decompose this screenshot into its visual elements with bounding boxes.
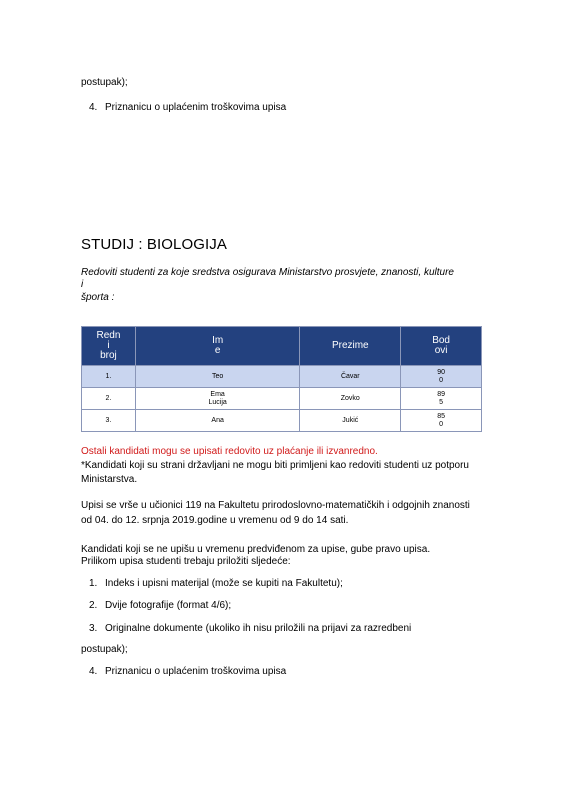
subtitle-line-2: i — [81, 279, 84, 290]
table-row — [82, 388, 482, 410]
header-points: Bod ovi — [401, 327, 482, 366]
header-surname: Prezime — [300, 327, 401, 366]
table-row — [82, 410, 482, 432]
list-item-3 — [89, 622, 411, 635]
cell-points: 85 0 — [401, 410, 482, 432]
top-fragment: postupak); — [81, 77, 128, 88]
bottom-item4-number: 4. — [89, 666, 98, 677]
red-note: Ostali kandidati mogu se upisati redovito uz plaćanje ili izvanredno. — [81, 446, 378, 457]
list-item-number: 1. — [89, 578, 98, 589]
header-name: Im e — [135, 327, 300, 366]
top-item4-text: Priznanicu o uplaćenim troškovima upisa — [105, 102, 287, 113]
subtitle-line-1: Redoviti studenti za koje sredstva osigurava Ministarstvo prosvjete, znanosti, kulture — [81, 267, 454, 278]
foreign-note-line-2: Ministarstva. — [81, 474, 138, 485]
list-item-2 — [89, 599, 231, 612]
place-line-2: od 04. do 12. srpnja 2019.godine u vremenu od 9 do 14 sati. — [81, 515, 349, 526]
list-item-text: Indeks i upisni materijal (može se kupiti na Fakultetu); — [105, 578, 343, 589]
list-item-text: Originalne dokumente (ukoliko ih nisu priložili na prijavi za razredbeni — [105, 623, 412, 634]
cell-rank: 3. — [82, 410, 136, 432]
cell-surname: Jukić — [300, 410, 401, 432]
cell-name: Ana — [135, 410, 300, 432]
cell-surname: Čavar — [300, 366, 401, 388]
list-item-text: Dvije fotografije (format 4/6); — [105, 600, 232, 611]
table-header-row — [82, 327, 482, 366]
bottom-list-item-4 — [89, 665, 286, 678]
place-line-1: Upisi se vrše u učionici 119 na Fakultetu prirodoslovno-matematičkih i odgojnih znanosti — [81, 500, 470, 511]
header-rank: Redn i broj — [82, 327, 136, 366]
foreign-note-line-1: *Kandidati koji su strani državljani ne mogu biti primljeni kao redoviti studenti uz potporu — [81, 460, 469, 471]
cell-name: Ema Lucija — [135, 388, 300, 410]
bottom-fragment: postupak); — [81, 644, 128, 655]
list-item-1 — [89, 577, 343, 590]
cell-rank: 1. — [82, 366, 136, 388]
miss-deadline-line: Kandidati koji se ne upišu u vremenu predviđenom za upise, gube pravo upisa. — [81, 544, 431, 555]
list-item-number: 3. — [89, 623, 98, 634]
list-item-number: 2. — [89, 600, 98, 611]
table-row — [82, 366, 482, 388]
top-list-item-4 — [89, 101, 286, 114]
top-item4-number: 4. — [89, 102, 98, 113]
cell-name: Teo — [135, 366, 300, 388]
results-table — [81, 326, 482, 432]
cell-points: 90 0 — [401, 366, 482, 388]
subtitle-line-3: športa : — [81, 292, 115, 303]
cell-rank: 2. — [82, 388, 136, 410]
cell-points: 89 5 — [401, 388, 482, 410]
bottom-item4-text: Priznanicu o uplaćenim troškovima upisa — [105, 666, 287, 677]
attach-line: Prilikom upisa studenti trebaju priložiti sljedeće: — [81, 556, 291, 567]
section-heading: STUDIJ : BIOLOGIJA — [81, 236, 227, 253]
cell-surname: Zovko — [300, 388, 401, 410]
